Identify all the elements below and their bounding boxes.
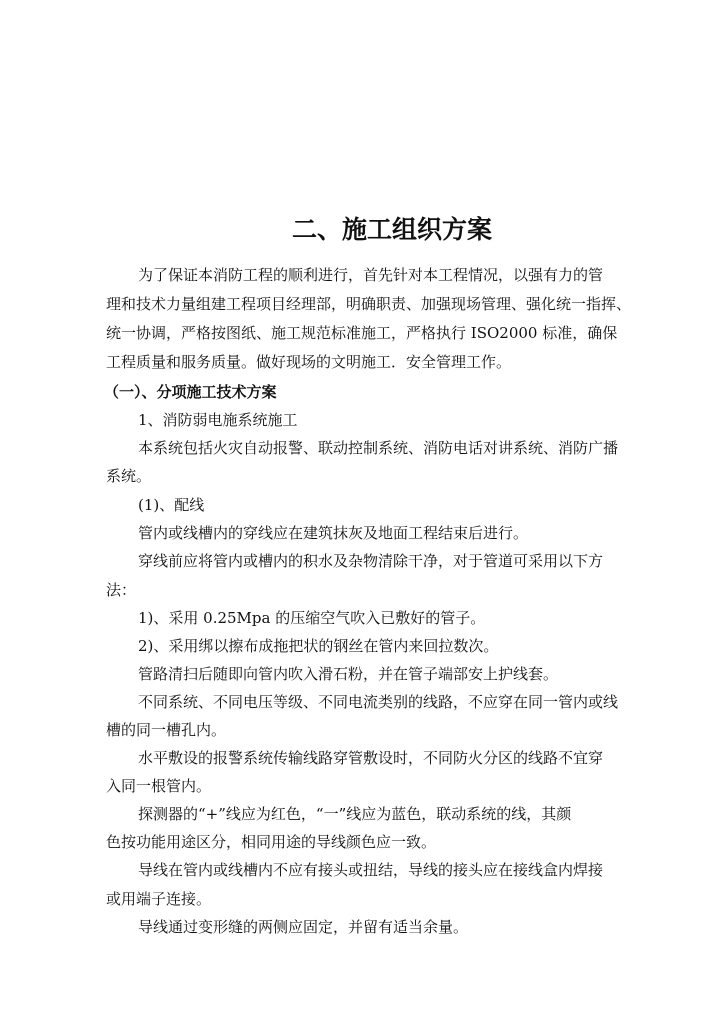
- step-2: 2)、采用绑以擦布成拖把状的钢丝在管内来回拉数次。: [138, 637, 499, 655]
- paragraph-1-line-3: 统一协调，严格按图纸、施工规范标准施工，严格执行 ISO2000 标准，确保: [106, 324, 618, 342]
- paragraph-9-line-2: 或用端子连接。: [106, 890, 212, 908]
- paragraph-5: 管路清扫后随即向管内吹入滑石粉，并在管子端部安上护线套。: [138, 665, 559, 683]
- paragraph-4-line-2: 法：: [106, 581, 137, 599]
- paragraph-6-line-2: 槽的同一槽孔内。: [106, 721, 227, 739]
- paragraph-10: 导线通过变形缝的两侧应固定，并留有适当余量。: [138, 918, 469, 936]
- page-title: 二、施工组织方案: [291, 215, 492, 244]
- paragraph-6-line-1: 不同系统、不同电压等级、不同电流类别的线路，不应穿在同一管内或线: [138, 693, 619, 711]
- paragraph-9-line-1: 导线在管内或线槽内不应有接头或扭结，导线的接头应在接线盒内焊接: [138, 861, 604, 879]
- paragraph-7-line-2: 入同一根管内。: [106, 777, 212, 795]
- paragraph-7-line-1: 水平敷设的报警系统传输线路穿管敷设时，不同防火分区的线路不宜穿: [138, 749, 604, 767]
- item-heading-1: 1、消防弱电施系统施工: [138, 411, 298, 429]
- paragraph-1-line-4: 工程质量和服务质量。做好现场的文明施工．安全管理工作。: [106, 353, 512, 371]
- paragraph-2-line-1: 本系统包括火灾自动报警、联动控制系统、消防电话对讲系统、消防广播: [138, 439, 619, 457]
- paragraph-4-line-1: 穿线前应将管内或槽内的积水及杂物清除干净，对于管道可采用以下方: [138, 552, 604, 570]
- step-1: 1)、采用 0.25Mpa 的压缩空气吹入已敷好的管子。: [138, 609, 486, 627]
- item-heading-2: (1)、配线: [138, 496, 205, 514]
- paragraph-3: 管内或线槽内的穿线应在建筑抹灰及地面工程结束后进行。: [138, 524, 529, 542]
- paragraph-1-line-1: 为了保证本消防工程的顺利进行，首先针对本工程情况，以强有力的管: [138, 266, 604, 284]
- paragraph-2-line-2: 系统。: [106, 467, 152, 485]
- paragraph-8-line-2: 色按功能用途区分，相同用途的导线颜色应一致。: [106, 833, 437, 851]
- paragraph-8-line-1: 探测器的“+”线应为红色，“一”线应为蓝色，联动系统的线，其颜: [138, 805, 572, 823]
- paragraph-1-line-2: 理和技术力量组建工程项目经理部，明确职责、加强现场管理、强化统一指挥、: [106, 295, 632, 313]
- section-heading: （一）、分项施工技术方案: [104, 383, 277, 401]
